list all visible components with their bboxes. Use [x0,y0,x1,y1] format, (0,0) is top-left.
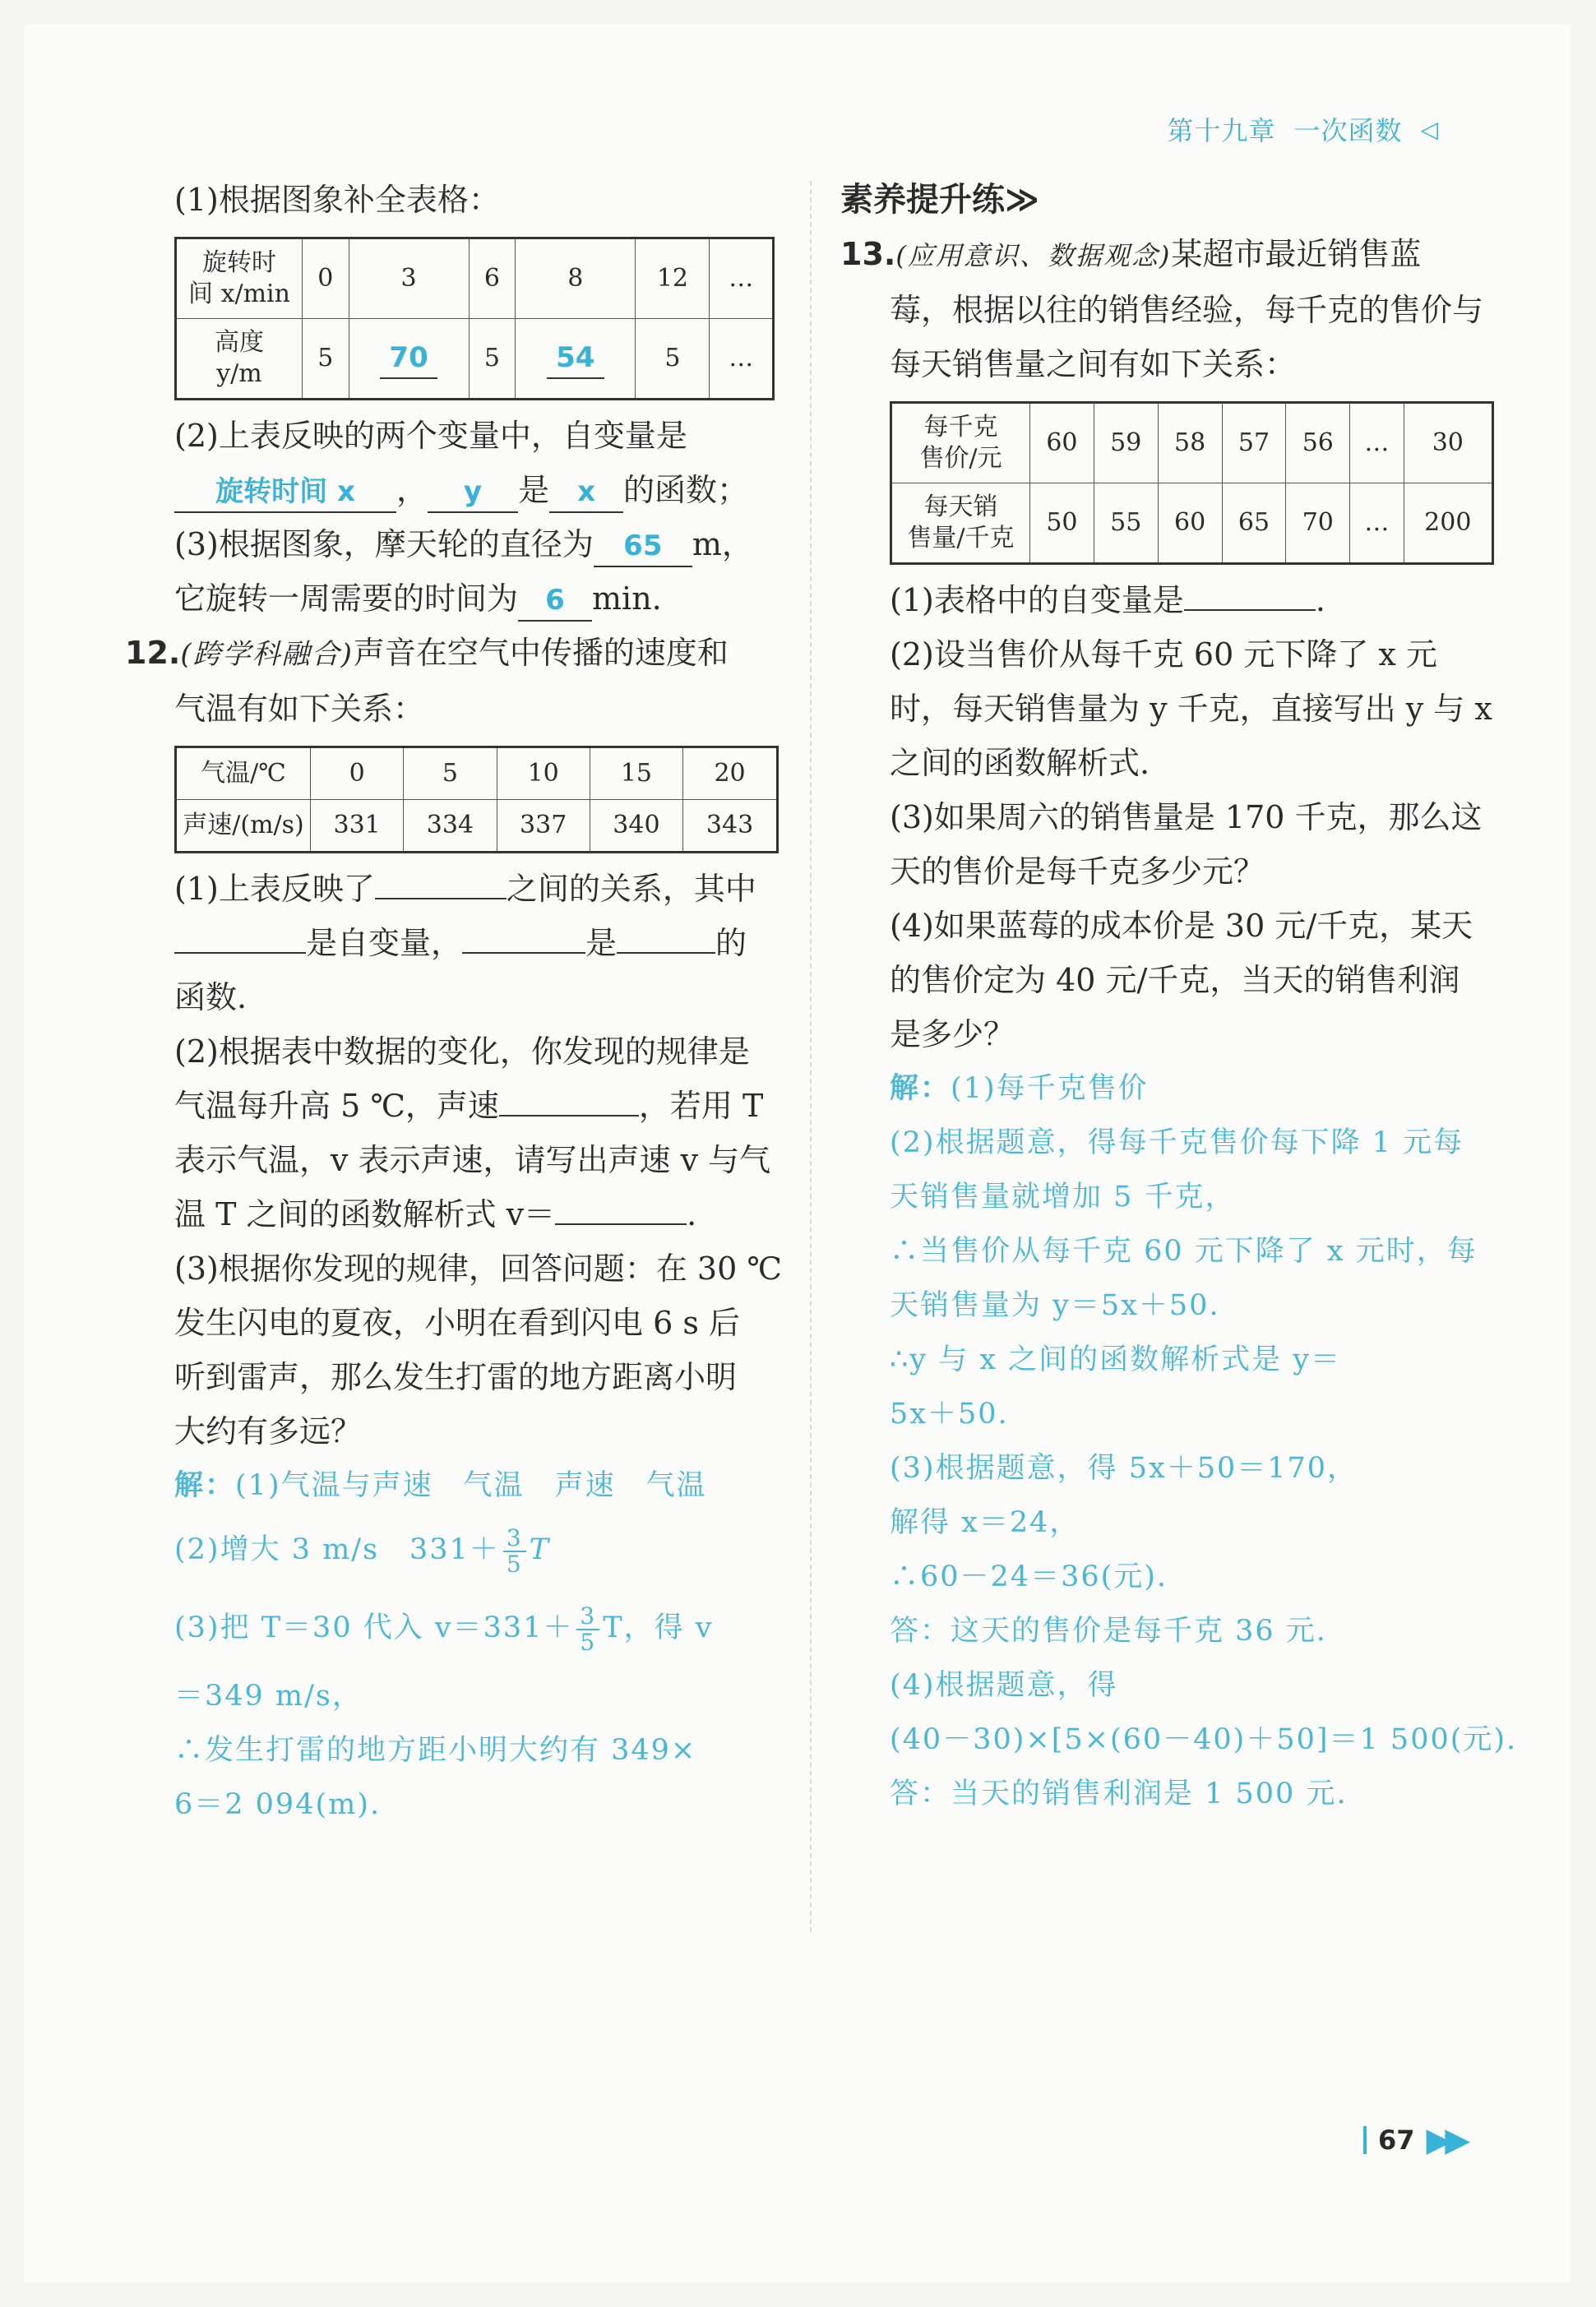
table-row: 每千克 售价/元 60 59 58 57 56 … 30 [891,403,1493,483]
q13-part4b: 的售价定为 40 元/千克，当天的销售利润 [890,962,1460,998]
answer-blank [617,952,715,954]
table-row: 声速/(m/s) 331 334 337 340 343 [176,800,778,853]
q11-part3b: 它旋转一周需要的时间为 6 min. [174,571,783,626]
fraction: $\frac{3}{5}$ [503,1526,526,1577]
answer-blank [462,952,585,954]
q13-part2c: 之间的函数解析式. [890,745,1150,781]
q11-part2-answers: 旋转时间 x ， y 是 x 的函数； [174,463,783,517]
q13-part1: (1)表格中的自变量是 . [890,582,1325,618]
q13-part2: (2)设当售价从每千克 60 元下降了 x 元 [890,636,1437,673]
q13-solution: 解：(1)每千克售价 (2)根据题意，得每千克售价每下降 1 元每 天销售量就增加 5 千克， ∴当售价从每千克 60 元下降了 x 元时，每 天销售量为 y＝5x＋50. ∴y 与 x 之间的函数解析式是 y＝ 5x＋50. (3)根据题意，得 5x＋50＝170， 解得 x＝24， ∴60－24＝36(元). 答：这天的售价是每千克 36 元. (4)根据题意，得 (40－30)×[5×(60－40)＋50]＝1 500(元). 答：当天的销售利润是 1 500 元. [890,1071,1518,1810]
q13-part3b: 天的售价是每千克多少元？ [890,853,1265,890]
q12-stem: 12.(跨学科融合)声音在空气中传播的速度和 [125,635,729,671]
q12-solution: 解：(1)气温与声速 气温 声速 气温 (2)增大 3 m/s 331＋ $\frac{3}{5}$ T (3)把 T＝30 代入 v＝331＋ $\frac{3}{5}$ T，得 v ＝349 m/s， ∴发生打雷的地方距小明大约有 349× 6＝2 094(m). [174,1468,714,1821]
q12-part1c: 函数. [174,979,247,1015]
answer-blank [375,898,507,899]
page-number: 67 ▶▶ [1363,2121,1464,2159]
answer-blank [555,1223,687,1225]
answer-blank: 6 [518,580,592,622]
q13-stem: 13.(应用意识、数据观念)某超市最近销售蓝 [840,236,1422,272]
q11-part1: (1)根据图象补全表格： [174,182,500,218]
page [25,25,1571,2282]
q12-part1b: 是自变量， 是 的 [174,916,783,970]
chapter-header [1167,110,1439,148]
left-column [125,173,783,1832]
fraction: $\frac{3}{5}$ [576,1604,599,1655]
q12-part3: (3)根据你发现的规律，回答问题：在 30 ℃ [174,1251,782,1287]
q12-part3d: 大约有多远？ [174,1413,363,1449]
q11-table [174,237,775,400]
answer-blank: 70 [380,338,437,379]
right-column [840,173,1518,1821]
table-row: 旋转时 间 x/min 0 3 6 8 12 … [176,238,774,319]
answer-blank: x [549,472,623,513]
answer-blank: 54 [547,338,604,379]
table-row: 气温/℃ 0 5 10 15 20 [176,747,778,800]
triangle-left-icon: ◁ [1420,115,1439,143]
table-row: 高度 y/m 5 70 5 54 5 … [176,319,774,400]
double-arrow-icon: ▶▶ [1426,2121,1464,2159]
q12-part3b: 发生闪电的夏夜，小明在看到闪电 6 s 后 [174,1305,740,1341]
q13-part4c: 是多少？ [890,1016,1015,1052]
column-divider [810,181,812,1932]
q12-part1: (1)上表反映了 之间的关系，其中 [174,871,756,907]
chapter-label: 第十九章 [1167,115,1276,146]
q13-part2b: 时，每天销售量为 y 千克，直接写出 y 与 x [890,691,1492,727]
table-row: 每天销 售量/千克 50 55 60 65 70 … 200 [891,483,1493,564]
q12-stem2: 气温有如下关系： [174,691,425,727]
q12-part2c: 表示气温，v 表示声速，请写出声速 v 与气 [174,1142,771,1178]
q12-part2d: 温 T 之间的函数解析式 v＝ . [174,1196,697,1232]
q11-part2: (2)上表反映的两个变量中，自变量是 [174,418,687,454]
q11-part3: (3)根据图象，摩天轮的直径为 65 m， [174,517,783,571]
chapter-title: 一次函数 [1293,115,1403,146]
answer-blank [174,952,306,954]
q13-stem2: 莓，根据以往的销售经验，每千克的售价与 [890,292,1484,328]
answer-blank [499,1115,639,1117]
q13-part3: (3)如果周六的销售量是 170 千克，那么这 [890,799,1483,835]
q13-stem3: 每天销售量之间有如下关系： [890,346,1297,382]
double-chevron-icon: ≫ [1005,181,1039,219]
page-bar-icon [1363,2126,1367,2154]
question-number: 12. [125,635,181,671]
answer-blank: 65 [594,526,692,567]
q12-part3c: 听到雷声，那么发生打雷的地方距离小明 [174,1359,738,1395]
answer-blank [1184,609,1316,611]
answer-blank: y [428,472,518,513]
question-number: 13. [840,236,896,272]
q12-part2b: 气温每升高 5 ℃，声速 ，若用 T [174,1088,764,1124]
q12-part2: (2)根据表中数据的变化，你发现的规律是 [174,1033,750,1070]
section-title: 素养提升练≫ [840,181,1039,219]
q13-part4: (4)如果蓝莓的成本价是 30 元/千克，某天 [890,908,1473,944]
q13-table [890,401,1494,565]
answer-blank: 旋转时间 x [174,472,396,513]
q12-table [174,746,779,853]
